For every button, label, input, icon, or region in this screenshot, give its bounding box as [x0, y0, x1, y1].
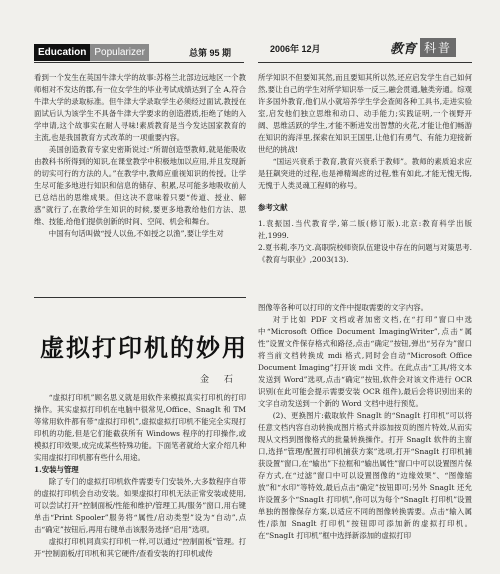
- section-heading: 1.安装与管理: [34, 465, 79, 474]
- top-left-column: [34, 72, 246, 290]
- brand-education: Education: [34, 44, 90, 61]
- article-left-column: [34, 392, 246, 574]
- issue-date: 2006年 12月: [270, 44, 321, 54]
- paragraph: 对于比如 PDF 文档或者加密文档,在“打印”窗口中选中“Microsoft Office Document ImagingWriter”,点击“属性”设置文件保存格式和路径,点击“确定”按钮,弹出“另存为”窗口将当前文档转换成 mdi 格式,同时会自动“Microsoft Office Document Imaging”打开该 mdi 文件。在此点击“工具/将文本发送到 Word”选项,点击“确定”按钮,软件会对该文件进行 OCR 识别(在此可能会提示需要安装 OCR 组件),最后会将识别出来的文字自动发送到一个新的 Word 文档中进行预览。: [258, 315, 472, 408]
- paragraph: 中国有句话叫做“授人以鱼,不如授之以渔”,要让学生对: [48, 229, 224, 238]
- header-rule-left: [34, 62, 244, 63]
- paragraph: 美国创造教育专家史密斯说过:“所谓创造型教师,就是能吸收由教科书所得到的知识,在课堂教学中积极地加以应用,并且发现新的切实可行的方法的人。”在教学中,教师应重视知识的传授。让学生尽可能多地进行知识和信息的储存、积累,尽可能多地吸收前人已总结出的思维成果。但这决不意味着只要“传道、授业、解惑”就行了,在教给学生知识的时候,要更多地教给他们方法、思维、技能,给他们提供创新的时间、空间、机会和舞台。: [34, 145, 246, 226]
- article-title: 虚拟打印机的妙用: [40, 333, 248, 362]
- paragraph: 图像等各种可以打印的文件中提取需要的文字内容。: [258, 303, 428, 312]
- section-divider: [34, 297, 246, 298]
- paragraph: “国运兴衰系于教育,教育兴衰系于教师”。教师的素质追求应是狂飙突进的过程,也是禅精竭虑的过程,惟有如此,才能无愧无悔,无愧于人类灵魂工程师的称号。: [258, 157, 472, 190]
- issue-number: 总第 95 期: [188, 48, 231, 58]
- references-title: 参考文献: [258, 203, 288, 212]
- paragraph: (2)、更换图片:截取软件 SnagIt 的“SnagIt 打印机”可以将任意文档内容自动转换成图片格式并添加按页的图片特效,从而实现从文档到图像格式的批量转换操作。打开 SnagIt 软件的主窗口,选择“管理/配置打印机捕获方案”选项,打开“SnagIt 打印机捕获设置”窗口,在“输出”下拉框和“输出属性”窗口中可以设置图片保存方式,在“过滤”窗口中可以设置图像的“边缘效果”、“图像缩放”和“水印”等特效,最后点击“确定”按钮即可;另外 SnagIt 还允许设置多个“SnagIt 打印机”,你可以为每个“SnagIt 打印机”设置单独的图像保存方案,以适应不同的图像转换需要。点击“输入属性/添加 SnagIt 打印机”按钮即可添加新的虚拟打印机。在“SnagIt 打印机”框中选择新添加的虚拟打印: [258, 411, 472, 540]
- article-author: 金 石: [200, 375, 239, 385]
- paragraph: 除了专门的虚拟打印机软件需要专门安装外,大多数程序自带的虚拟打印机会自动安装。如果虚拟打印机无法正常安装或使用,可以尝试打开“控制面板/性能和维护/管理工具/服务”窗口,用右键单击“Print Spooler”服务将“属性/启动类型”设为“自动”,点击“确定”按钮后,再用右键单击该服务选择“启用”选项。: [34, 477, 246, 534]
- reference-item: 1.袁振国.当代教育学,第二版(修订版).北京:教育科学出版社,1999.: [258, 219, 472, 240]
- paragraph: 虚拟打印机同真实打印机一样,可以通过“控制面板”管理。打开“控制面板/打印机和其它硬件/查看安装的打印机或传: [34, 537, 246, 558]
- header-right: [270, 38, 470, 58]
- reference-item: 2.夏书莉,李乃文.高职院校师资队伍建设中存在的问题与对策思考.《教育与职业》,2003(13).: [258, 243, 472, 264]
- paragraph: “虚拟打印机”顾名思义就是用软件来模拟真实打印机的打印操作。其实虚拟打印机在电脑中很常见,Office、SnagIt 和 TM 等常用软件都有带“虚拟打印机”,虚拟虚拟打印机不能完全实现打印机的功能,但是它们能截获所有 Windows 程序的打印操作,或模拟打印效果,成完成某些特殊功能。下面笔者就给大家介绍几种实用虚拟打印机都有些什么用途。: [34, 393, 246, 462]
- top-right-column: [258, 72, 472, 294]
- section-tag: [390, 38, 456, 56]
- article-right-column: [258, 302, 472, 574]
- header-left: [34, 44, 231, 61]
- header-rule-right: [258, 62, 472, 63]
- page-header: [0, 0, 500, 64]
- section-tag-education: 教育: [390, 41, 417, 57]
- section-tag-science: 科普: [420, 38, 456, 57]
- paragraph: 看到一个发生在英国牛津大学的故事:苏格兰北部边远地区一个教师相对不发达的郡,有一位女学生的毕业考试成绩达到了全 A,符合牛津大学的录取标准。但牛津大学录取学生必须经过面试,教授在面试后认为该学生不具备牛津大学要求的创造潜质,拒绝了她的入学申请,这个故事实在耐人寻味!素质教育是当今发达国家教育的主流,也是我国教育方式改革的一项重要内容。: [34, 73, 246, 142]
- paragraph: 所学知识不但要知其然,而且要知其所以然,还应启发学生自己如何然,要让自己的学生对所学知识举一反三,融会贯通,触类旁通。综观许多国外教育,他们从小就培养学生学会查阅各种工具书,走进实验室,启发他们独立思维和动口、动手能力;实践证明,一个视野开阔、思维活跃的学生,才能不断进发出智慧的火花,才能让他们畅游在知识的海洋里,探索在知识王国里,让他们有勇气、有能力迎接新世纪的挑战!: [258, 73, 472, 154]
- brand-popularizer: Popularizer: [90, 44, 149, 61]
